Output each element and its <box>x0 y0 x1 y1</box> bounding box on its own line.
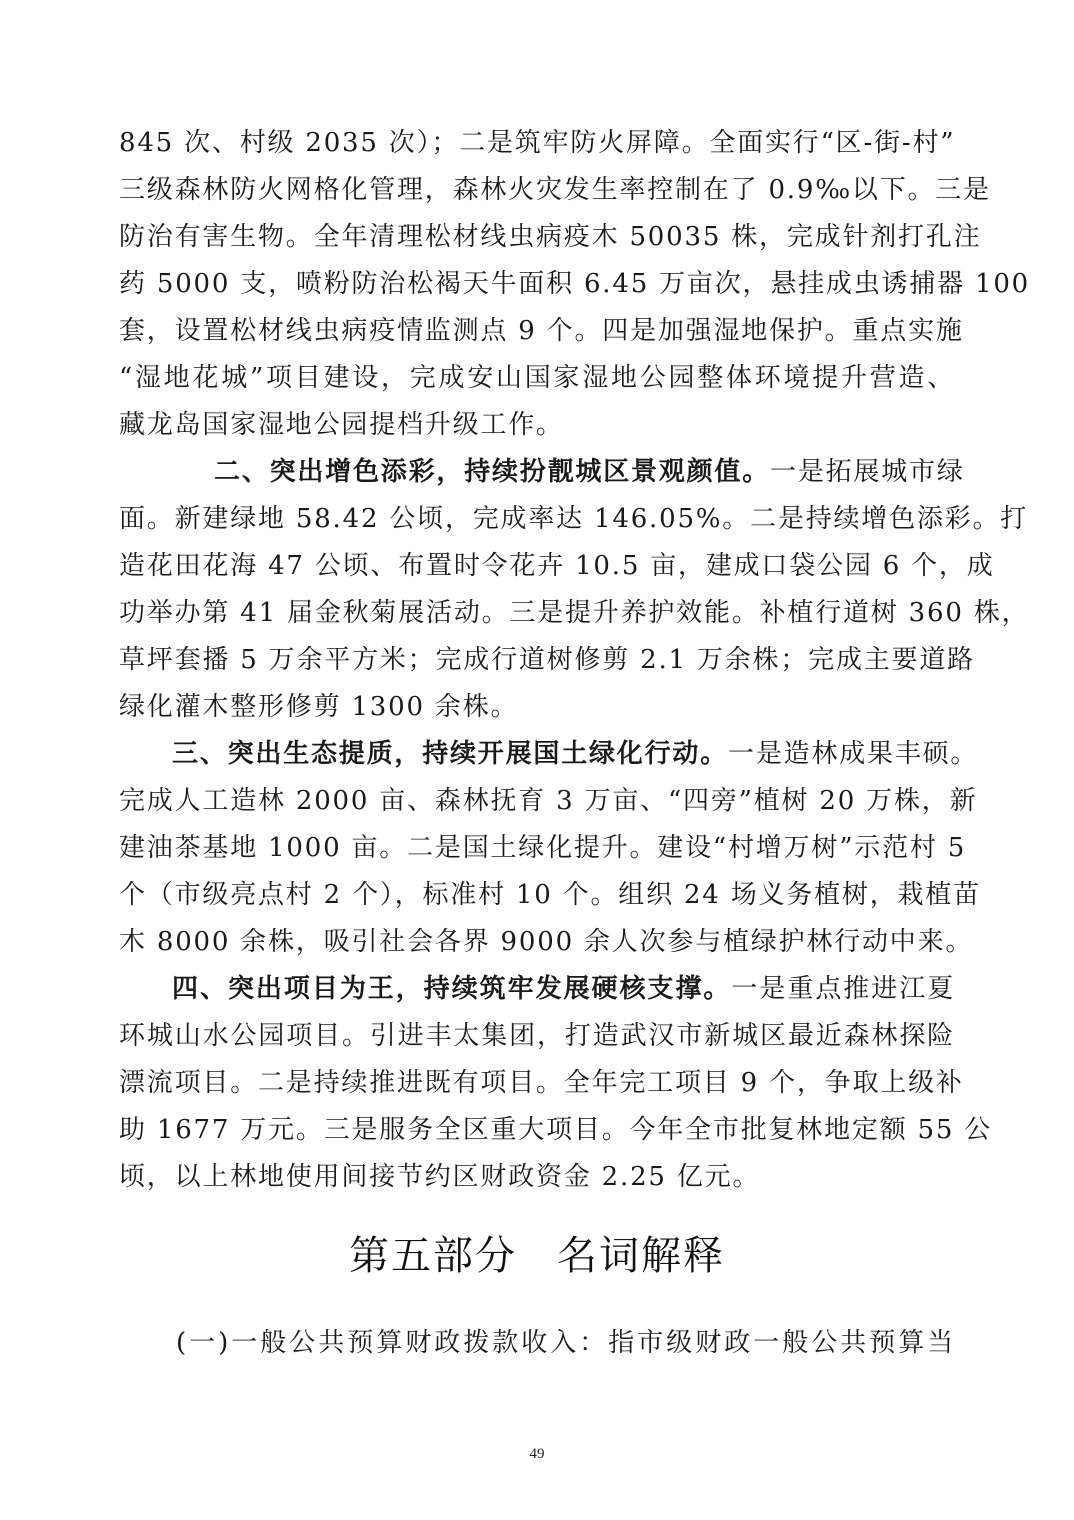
paragraph-first-line <box>172 973 955 1005</box>
paragraph-line: 三级森林防火网格化管理，森林火灾发生率控制在了 0.9‰以下。三是 <box>119 175 991 205</box>
paragraph-text: 一是拓展城市绿 <box>770 457 965 487</box>
part-heading-title: 名词解释 <box>557 1233 725 1279</box>
paragraph-first-line <box>214 456 965 488</box>
section-heading-2: 二、突出增色添彩，持续扮靓城区景观颜值。 <box>214 457 771 487</box>
paragraph-line: 顷，以上林地使用间接节约区财政资金 2.25 亿元。 <box>119 1162 761 1192</box>
paragraph-line: 个（市级亮点村 2 个），标准村 10 个。组织 24 场义务植树，栽植苗 <box>119 880 981 910</box>
paragraph-line: 漂流项目。二是持续推进既有项目。全年完工项目 9 个，争取上级补 <box>119 1068 964 1098</box>
paragraph-line: 防治有害生物。全年清理松材线虫病疫木 50035 株，完成针剂打孔注 <box>119 222 982 252</box>
paragraph-line: 功举办第 41 届金秋菊展活动。三是提升养护效能。补植行道树 360 株， <box>119 598 1030 628</box>
paragraph-line: 建油茶基地 1000 亩。二是国土绿化提升。建设“村增万树”示范村 5 <box>119 833 967 863</box>
paragraph-line: 药 5000 支，喷粉防治松褐天牛面积 6.45 万亩次，悬挂成虫诱捕器 100 <box>119 269 1031 299</box>
paragraph-line: 助 1677 万元。三是服务全区重大项目。今年全市批复林地定额 55 公 <box>119 1115 993 1145</box>
paragraph-line: 造花田花海 47 公顷、布置时令花卉 10.5 亩，建成口袋公园 6 个，成 <box>119 551 995 581</box>
paragraph-line: 套，设置松材线虫病疫情监测点 9 个。四是加强湿地保护。重点实施 <box>119 316 964 346</box>
page-number: 49 <box>529 1446 545 1462</box>
paragraph-line: 木 8000 余株，吸引社会各界 9000 余人次参与植绿护林行动中来。 <box>119 927 974 957</box>
paragraph-line: 绿化灌木整形修剪 1300 余株。 <box>119 692 519 722</box>
section-heading-4: 四、突出项目为王，持续筑牢发展硬核支撑。 <box>172 974 732 1004</box>
paragraph-first-line <box>172 738 979 770</box>
paragraph-line: 面。新建绿地 58.42 公顷，完成率达 146.05%。二是持续增色添彩。打 <box>119 504 1029 534</box>
part-heading-number: 第五部分 <box>349 1233 517 1279</box>
paragraph-line: “湿地花城”项目建设，完成安山国家湿地公园整体环境提升营造、 <box>119 363 955 393</box>
section-heading-3: 三、突出生态提质，持续开展国土绿化行动。 <box>172 739 729 769</box>
part-heading <box>0 1232 1074 1280</box>
paragraph-line: 完成人工造林 2000 亩、森林抚育 3 万亩、“四旁”植树 20 万株，新 <box>119 786 978 816</box>
paragraph-line: 草坪套播 5 万余平方米；完成行道树修剪 2.1 万余株；完成主要道路 <box>119 645 975 675</box>
definition-line: (一)一般公共预算财政拨款收入：指市级财政一般公共预算当 <box>176 1328 955 1358</box>
paragraph-line: 环城山水公园项目。引进丰太集团，打造武汉市新城区最近森林探险 <box>119 1021 955 1051</box>
paragraph-text: 一是重点推进江夏 <box>731 974 955 1004</box>
paragraph-text: 一是造林成果丰硕。 <box>728 739 979 769</box>
paragraph-line: 藏龙岛国家湿地公园提档升级工作。 <box>119 410 564 440</box>
paragraph-line: 845 次、村级 2035 次）；二是筑牢防火屏障。全面实行“区-街-村” <box>119 128 956 158</box>
